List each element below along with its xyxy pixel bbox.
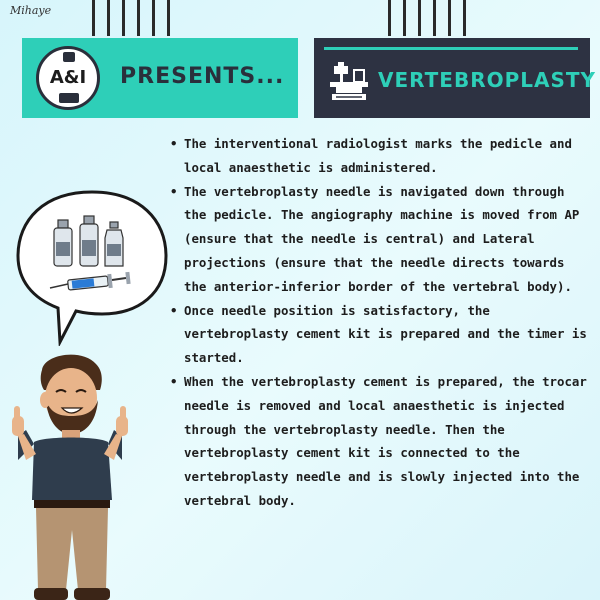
header-panel-presents bbox=[22, 38, 298, 118]
logo-bottom-mark bbox=[59, 93, 79, 103]
hanging-lines-left bbox=[92, 0, 170, 36]
signature: Mihaye bbox=[10, 4, 52, 17]
cartoon-man-illustration bbox=[4, 350, 134, 600]
angiography-machine-icon bbox=[328, 60, 372, 104]
accent-stripe bbox=[324, 47, 578, 50]
list-item: • Once needle position is satisfactory, the vertebroplasty cement kit is prepared and the timer is started. bbox=[170, 299, 590, 370]
logo-text: A&I bbox=[49, 67, 87, 88]
list-item: • When the vertebroplasty cement is prepared, the trocar needle is removed and local anaesthetic is injected through the vertebroplasty needle. Then the vertebroplasty cement kit is connected to the vertebroplasty needle and is slowly injected into the vertebral body. bbox=[170, 370, 590, 513]
list-item: • The vertebroplasty needle is navigated down through the pedicle. The angiography machine is moved from AP (ensure that the needle is central) and Lateral projections (ensure that the needle directs towards the anterior-inferior border of the vertebral body). bbox=[170, 180, 590, 299]
list-item: • The interventional radiologist marks the pedicle and local anaesthetic is administered. bbox=[170, 132, 590, 180]
procedure-steps-list bbox=[170, 132, 590, 513]
speech-bubble bbox=[14, 186, 170, 346]
header-panel-vertebroplasty bbox=[314, 38, 597, 118]
vial-icon bbox=[80, 216, 98, 266]
hanging-lines-right bbox=[388, 0, 466, 36]
presents-title: PRESENTS... bbox=[120, 64, 285, 89]
logo-top-mark bbox=[63, 52, 75, 62]
vertebroplasty-title: VERTEBROPLASTY bbox=[378, 68, 597, 92]
ai-logo bbox=[36, 46, 100, 110]
